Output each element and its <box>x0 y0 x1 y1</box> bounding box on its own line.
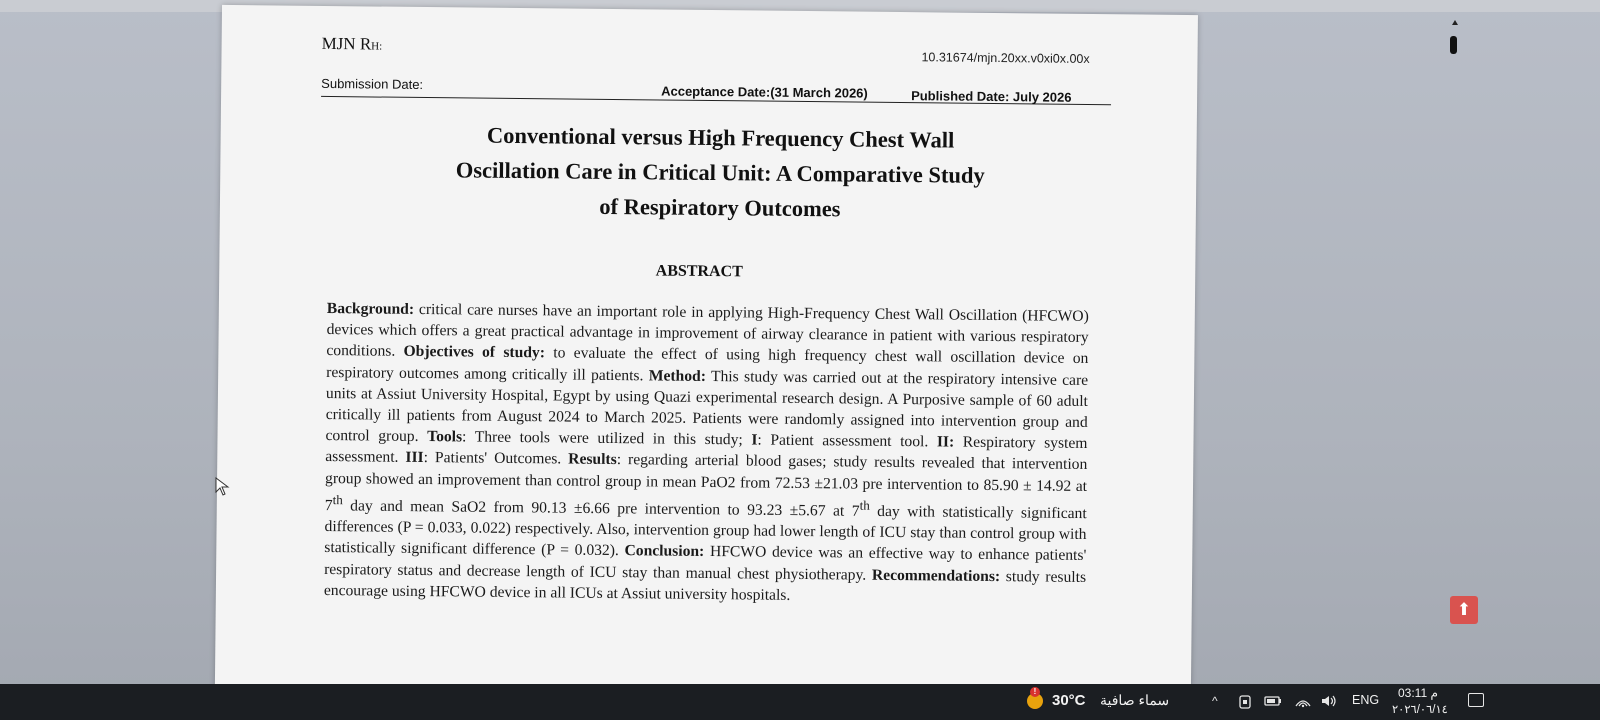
title-line-1: Conventional versus High Frequency Chest Wall <box>486 122 955 153</box>
results-text-1: : regarding arterial blood gases; study results revealed that intervention group showed an improvement than control group in mean PaO2 from 72.53 ±21.03 pre intervention to 85.90 ± 14.92 at 7 <box>324 451 1088 515</box>
tool1-text: : Patient assessment tool. <box>757 431 937 451</box>
tool2-label: II: <box>936 433 955 451</box>
wifi-icon[interactable] <box>1294 694 1312 708</box>
volume-icon[interactable] <box>1320 694 1338 708</box>
recommendations-label: Recommendations: <box>871 566 1001 585</box>
results-text-2: day and mean SaO2 from 90.13 ±6.66 pre intervention to 93.23 ±5.67 at 7 <box>342 497 860 520</box>
tool2-text: Respiratory system assessment. <box>325 433 1088 467</box>
dates-row <box>321 74 1111 105</box>
acceptance-date: Acceptance Date:(31 March 2026) <box>661 83 868 101</box>
conclusion-label: Conclusion: <box>624 542 705 561</box>
tray-chevron-icon[interactable]: ^ <box>1212 694 1218 708</box>
published-date: Published Date: July 2026 <box>911 88 1072 105</box>
recommendations-text: study results encourage using HFCWO device in all ICUs at Assiut university hospitals. <box>323 567 1087 604</box>
weather-temperature[interactable]: 30°C <box>1052 692 1086 709</box>
abstract-body <box>324 298 1089 609</box>
battery-icon[interactable] <box>1264 694 1282 708</box>
language-indicator[interactable]: ENG <box>1352 693 1380 707</box>
method-label: Method: <box>648 366 707 385</box>
conclusion-text: HFCWO device was an effective way to enhance patients' respiratory status and decrease length of ICU stay than manual chest physiotherapy. <box>324 543 1087 584</box>
scrollbar-thumb[interactable] <box>1450 36 1457 54</box>
pdf-tool-glyph: ⬆ <box>1456 600 1472 619</box>
title-line-2: Oscillation Care in Critical Unit: A Comparative Study <box>455 157 985 188</box>
tools-label: Tools <box>427 428 463 446</box>
tool3-text: : Patients' Outcomes. <box>423 449 569 468</box>
cursor-arrow-icon <box>214 476 232 498</box>
pdf-page <box>215 5 1198 705</box>
article-title <box>400 117 1041 229</box>
weather-alert-badge: ! <box>1030 687 1040 697</box>
objectives-text: to evaluate the effect of using high frequency chest wall oscillation device on respiratory outcomes among critically ill patients. <box>326 344 1089 384</box>
clock-time[interactable]: 03:11 م <box>1398 686 1438 700</box>
submission-date: Submission Date: <box>321 75 424 92</box>
journal-abbreviation <box>322 34 383 55</box>
mouse-cursor-icon <box>210 464 226 478</box>
tool1-label: I <box>751 431 758 449</box>
method-text: This study was carried out at the respiratory intensive care units at Assiut University Hospital, Egypt by using Quazi experimental research design. A Purposive sample of 60 adult critically ill patients from August 2024 to March 2025. Patients were randomly assigned into intervention group and control group. <box>325 367 1089 446</box>
journal-abbrev-suffix: H: <box>371 40 383 53</box>
title-line-3: of Respiratory Outcomes <box>599 193 841 222</box>
scroll-up-arrow-icon[interactable] <box>1452 20 1458 25</box>
background-label: Background: <box>326 300 415 318</box>
windows-taskbar <box>0 684 1600 720</box>
tray-app-icon[interactable] <box>1238 694 1252 710</box>
objectives-label: Objectives of study: <box>403 343 546 362</box>
pdf-tool-icon[interactable] <box>1450 596 1478 624</box>
results-superscript-1: th <box>332 491 343 508</box>
doi-text: 10.31674/mjn.20xx.v0xi0x.00x <box>921 50 1090 66</box>
notification-center-icon[interactable] <box>1468 693 1484 707</box>
tool3-label: III <box>405 449 424 467</box>
weather-condition[interactable]: سماء صافية <box>1100 692 1170 708</box>
journal-abbrev-text: MJN R <box>321 33 372 54</box>
results-label: Results <box>568 450 617 469</box>
results-text-3: day with statistically significant differences (P = 0.033, 0.022) respectively. Also, intervention group had lower length of ICU stay than control group with statistically significant difference (P = 0.032). <box>324 502 1087 560</box>
abstract-heading: ABSTRACT <box>655 262 743 281</box>
tools-text: : Three tools were utilized in this study; <box>462 428 752 449</box>
clock-date[interactable]: ٢٠٢٦/٠٦/١٤ <box>1392 704 1448 716</box>
background-text: critical care nurses have an important role in applying High-Frequency Chest Wall Oscillation (HFCWO) devices which offers a great practical advantage in improvement of airway clearance in patient with various respiratory conditions. <box>326 300 1089 361</box>
results-superscript-2: th <box>859 497 870 513</box>
